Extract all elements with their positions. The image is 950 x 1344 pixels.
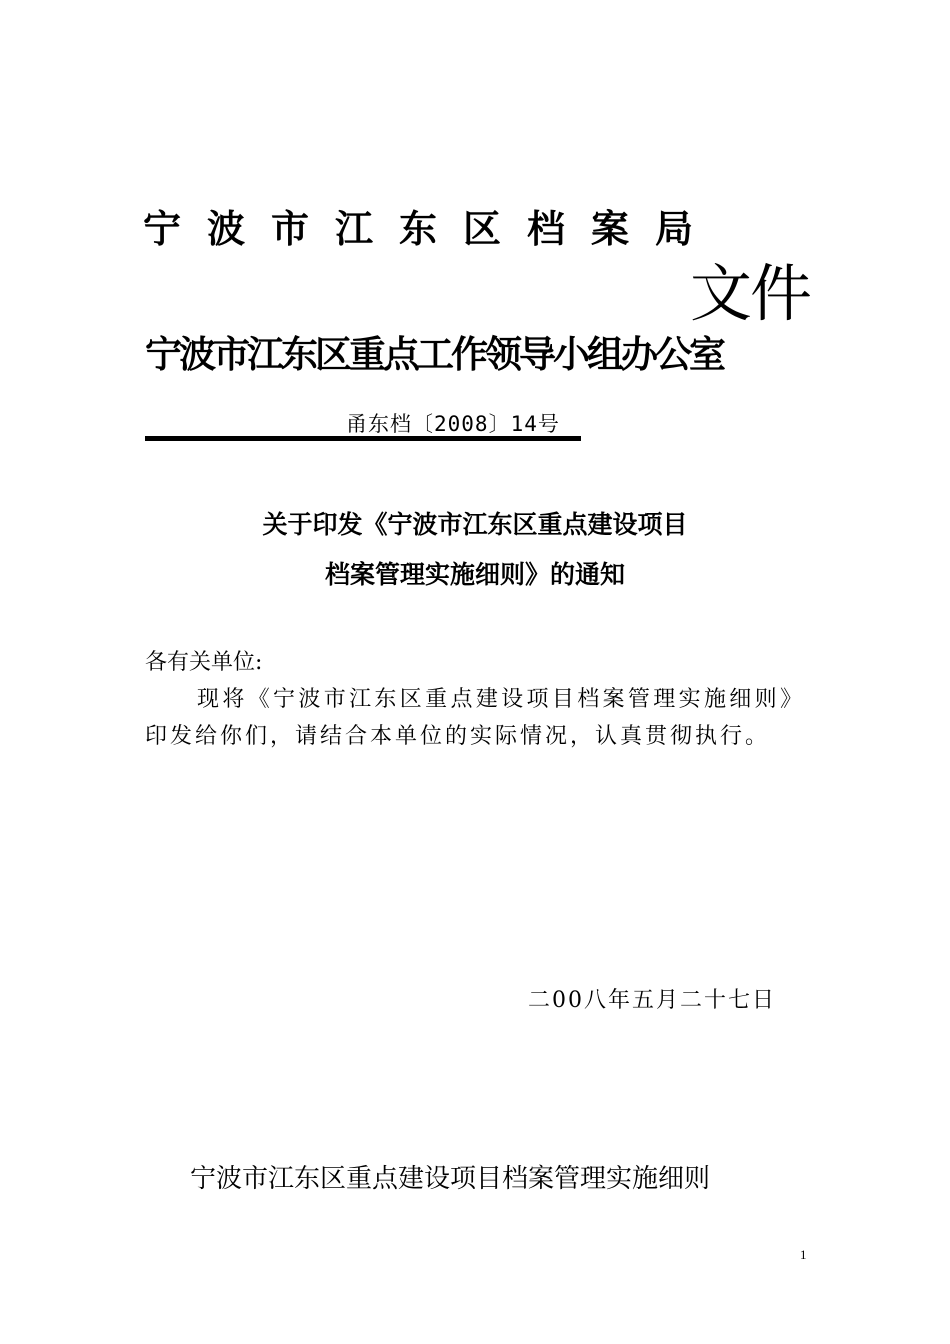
issuing-org-archives-bureau: 宁波市江东区档案局 [143, 206, 720, 251]
document-number: 甬东档〔2008〕14号 [346, 412, 560, 436]
document-type-label: 文件 [690, 257, 811, 330]
notice-title-line-2: 档案管理实施细则》的通知 [324, 560, 625, 589]
salutation: 各有关单位: [145, 650, 263, 675]
attachment-title: 宁波市江东区重点建设项目档案管理实施细则 [190, 1164, 711, 1194]
notice-body-paragraph: 现将《宁波市江东区重点建设项目档案管理实施细则》印发给你们，请结合本单位的实际情况，认真贯彻执行。 [145, 687, 805, 749]
issuing-org-leadership-office: 宁波市江东区重点工作领导小组办公室 [145, 333, 723, 376]
issue-date: 二00八年五月二十七日 [528, 988, 776, 1013]
page-number: 1 [800, 1247, 807, 1262]
notice-title-line-1: 关于印发《宁波市江东区重点建设项目 [262, 510, 688, 539]
